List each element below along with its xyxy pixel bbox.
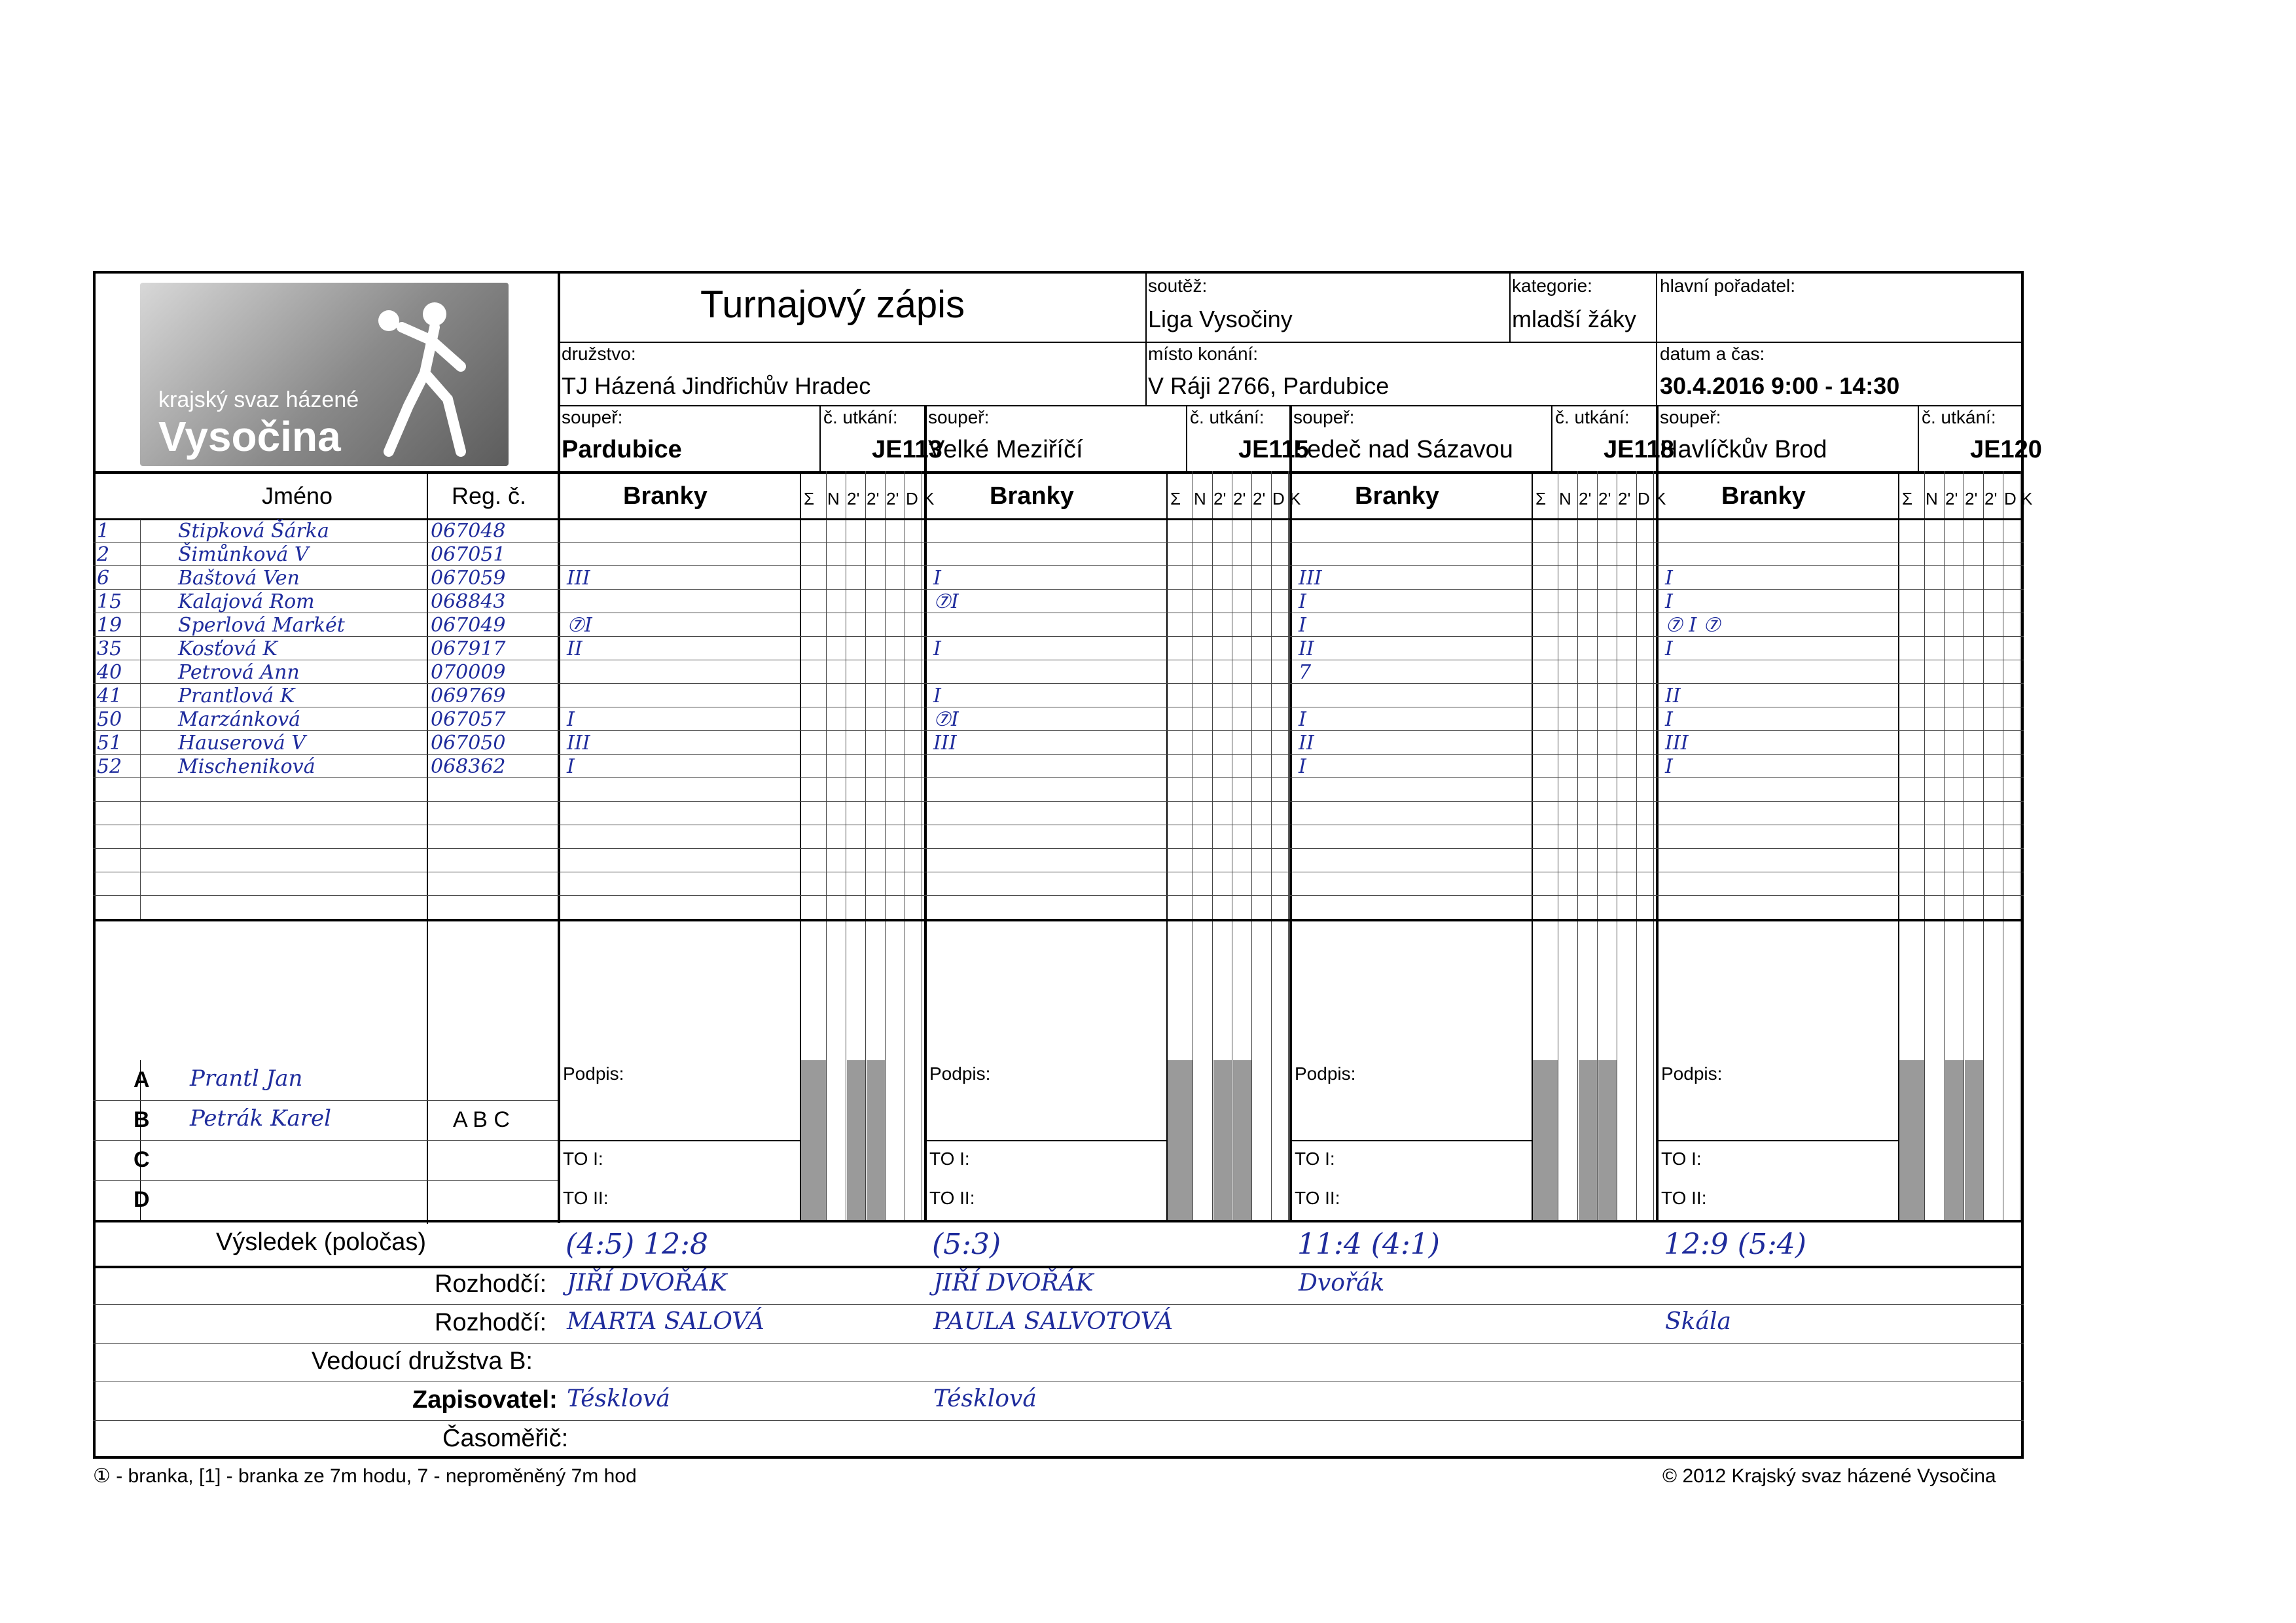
copyright-text: © 2012 Krajský svaz házené Vysočina (1662, 1465, 1996, 1487)
player-name: Baštová Ven (178, 567, 300, 590)
shaded-cell (847, 1060, 865, 1220)
match-1-souper-label: soupeř: (562, 407, 623, 427)
player-goals-match-4: II (1665, 685, 1681, 707)
signature-rozhodci2-match-2: PAULA SALVOTOVÁ (933, 1308, 1174, 1335)
match-4-souper: Havlíčkův Brod (1660, 436, 1827, 463)
match-4-to1-label: TO I: (1661, 1149, 1702, 1169)
match-3-col-branky: Branky (1355, 482, 1439, 510)
bottom-label-5: Časoměřič: (442, 1425, 569, 1452)
match-1-col-two1: 2' (847, 489, 860, 508)
player-number: 50 (97, 708, 122, 731)
match-3-col-n: N (1559, 489, 1571, 508)
player-reg: 067050 (431, 732, 506, 755)
player-number: 15 (97, 590, 122, 613)
signature-zapisovatel-match-1: Tésklová (567, 1385, 670, 1412)
match-1-to2-label: TO II: (563, 1188, 609, 1208)
match-4-souper-label: soupeř: (1660, 407, 1721, 427)
player-reg: 068362 (431, 755, 506, 778)
druzstvo-label: družstvo: (562, 344, 636, 364)
misto-label: místo konání: (1148, 344, 1259, 364)
match-1-souper: Pardubice (562, 436, 682, 463)
match-2-col-two1: 2' (1213, 489, 1227, 508)
player-row (93, 542, 2024, 565)
player-goals-match-3: 7 (1299, 661, 1312, 684)
match-1-col-k: K (923, 489, 935, 508)
match-2-to1-label: TO I: (929, 1149, 970, 1169)
player-number: 51 (97, 732, 122, 755)
match-3-col-two3: 2' (1618, 489, 1631, 508)
shaded-cell (801, 1060, 826, 1220)
match-4-utkani-label: č. utkání: (1922, 407, 1996, 427)
official-letter: D (134, 1187, 150, 1212)
match-1-col-two3: 2' (886, 489, 899, 508)
player-goals-match-3: I (1299, 708, 1306, 731)
match-4-col-two2: 2' (1965, 489, 1978, 508)
logo-line1: krajský svaz házené (158, 387, 359, 412)
player-reg: 067051 (431, 543, 506, 566)
signature-rozhodci2-match-4: Skála (1665, 1308, 1731, 1335)
match-3-to1-label: TO I: (1295, 1149, 1335, 1169)
form-title: Turnajový zápis (700, 283, 965, 326)
shaded-cell (1598, 1060, 1617, 1220)
player-row (93, 518, 2024, 542)
player-goals-match-1: I (567, 755, 575, 778)
logo-line2: Vysočina (158, 413, 341, 460)
druzstvo-value: TJ Házená Jindřichův Hradec (562, 372, 871, 399)
player-goals-match-4: I (1665, 590, 1673, 613)
player-goals-match-1: I (567, 708, 575, 731)
bottom-label-3: Vedoucí družstva B: (312, 1347, 533, 1375)
player-number: 40 (97, 661, 122, 684)
shaded-cell (1168, 1060, 1193, 1220)
player-number: 35 (97, 637, 122, 660)
player-goals-match-3: III (1299, 567, 1322, 590)
player-goals-match-4: I (1665, 637, 1673, 660)
match-3-col-two2: 2' (1598, 489, 1611, 508)
signature-rozhodci2-match-1: MARTA SALOVÁ (567, 1308, 764, 1335)
player-row (93, 589, 2024, 613)
player-goals-match-2: I (933, 685, 941, 707)
kategorie-value: mladší žáky (1512, 306, 1637, 332)
match-2-podpis-label: Podpis: (929, 1063, 991, 1084)
match-1-podpis-label: Podpis: (563, 1063, 624, 1084)
player-goals-match-4: I (1665, 708, 1673, 731)
player-number: 6 (97, 567, 110, 590)
player-reg: 070009 (431, 661, 506, 684)
player-number: 2 (97, 543, 110, 566)
player-goals-match-4: ⑦ I ⑦ (1665, 614, 1721, 637)
match-2-col-two3: 2' (1253, 489, 1266, 508)
official-name: Petrák Karel (190, 1105, 331, 1132)
player-reg: 069769 (431, 685, 506, 707)
player-row (93, 613, 2024, 636)
match-2-col-k: K (1289, 489, 1301, 508)
misto-value: V Ráji 2766, Pardubice (1148, 372, 1390, 399)
official-extra: A B C (453, 1107, 510, 1132)
col-jmeno: Jméno (262, 482, 333, 509)
player-goals-match-2: I (933, 637, 941, 660)
match-1-utkani: JE113 (872, 436, 942, 463)
player-row (93, 730, 2024, 754)
shaded-cell (1233, 1060, 1251, 1220)
official-letter: A (134, 1067, 150, 1092)
player-number: 41 (97, 685, 122, 707)
legend-text: ① - branka, [1] - branka ze 7m hodu, 7 - neproměněný 7m hod (93, 1465, 637, 1487)
match-4-col-n: N (1926, 489, 1938, 508)
soutez-label: soutěž: (1148, 276, 1208, 296)
player-goals-match-3: I (1299, 590, 1306, 613)
result-match-4: 12:9 (5:4) (1664, 1228, 1806, 1261)
match-3-col-k: K (1655, 489, 1666, 508)
player-row (93, 707, 2024, 730)
player-reg: 068843 (431, 590, 506, 613)
match-1-col-d: D (906, 489, 918, 508)
match-2-col-d: D (1272, 489, 1285, 508)
shaded-cell (1965, 1060, 1983, 1220)
player-goals-match-4: I (1665, 567, 1673, 590)
match-4-col-branky: Branky (1721, 482, 1806, 510)
match-4-col-k: K (2021, 489, 2033, 508)
poradatel-label: hlavní pořadatel: (1660, 276, 1796, 296)
match-4-utkani: JE120 (1970, 436, 2042, 463)
match-2-to2-label: TO II: (929, 1188, 975, 1208)
match-3-to2-label: TO II: (1295, 1188, 1340, 1208)
match-4-col-d: D (2004, 489, 2017, 508)
match-1-col-two2: 2' (867, 489, 880, 508)
results-label: Výsledek (poločas) (216, 1228, 427, 1256)
player-reg: 067048 (431, 520, 506, 543)
player-name: Sperlová Markét (178, 614, 345, 637)
player-goals-match-2: ⑦I (933, 590, 959, 613)
match-3-col-two1: 2' (1579, 489, 1592, 508)
match-3-podpis-label: Podpis: (1295, 1063, 1356, 1084)
player-name: Petrová Ann (178, 661, 300, 684)
official-name: Prantl Jan (190, 1065, 303, 1092)
signature-zapisovatel-match-2: Tésklová (933, 1385, 1037, 1412)
match-2-col-branky: Branky (990, 482, 1074, 510)
match-2-souper: Velké Meziříčí (928, 436, 1083, 463)
player-name: Stipková Šárka (178, 520, 329, 543)
match-3-souper: Ledeč nad Sázavou (1293, 436, 1513, 463)
player-number: 1 (97, 520, 110, 543)
player-goals-match-3: II (1299, 732, 1314, 755)
match-4-podpis-label: Podpis: (1661, 1063, 1723, 1084)
kategorie-label: kategorie: (1512, 276, 1592, 296)
shaded-cell (1213, 1060, 1232, 1220)
match-3-souper-label: soupeř: (1293, 407, 1355, 427)
datum-value: 30.4.2016 9:00 - 14:30 (1660, 372, 1900, 399)
player-name: Hauserová V (178, 732, 306, 755)
bottom-label-1: Rozhodčí: (435, 1270, 547, 1298)
shaded-cell (1579, 1060, 1597, 1220)
match-1-col-n: N (827, 489, 840, 508)
match-2-utkani-label: č. utkání: (1190, 407, 1265, 427)
result-match-1: (4:5) 12:8 (565, 1228, 708, 1261)
shaded-cell (1945, 1060, 1964, 1220)
signature-rozhodci1-match-3: Dvořák (1299, 1270, 1385, 1296)
datum-label: datum a čas: (1660, 344, 1765, 364)
soutez-value: Liga Vysočiny (1148, 306, 1293, 332)
shaded-cell (1899, 1060, 1924, 1220)
player-row (93, 636, 2024, 660)
match-2-col-n: N (1194, 489, 1206, 508)
match-3-utkani-label: č. utkání: (1555, 407, 1630, 427)
player-name: Mischeniková (178, 755, 315, 778)
signature-rozhodci1-match-1: JIŘÍ DVOŘÁK (567, 1270, 727, 1296)
match-4-col-two1: 2' (1945, 489, 1958, 508)
player-goals-match-3: I (1299, 755, 1306, 778)
col-reg: Reg. č. (452, 482, 527, 509)
match-1-utkani-label: č. utkání: (823, 407, 898, 427)
signature-rozhodci1-match-2: JIŘÍ DVOŘÁK (933, 1270, 1094, 1296)
match-4-col-sigma: Σ (1902, 489, 1913, 508)
match-3-utkani: JE118 (1604, 436, 1674, 463)
result-match-3: 11:4 (4:1) (1297, 1228, 1440, 1261)
player-goals-match-1: II (567, 637, 583, 660)
player-name: Prantlová K (178, 685, 295, 707)
match-2-souper-label: soupeř: (928, 407, 990, 427)
match-1-col-branky: Branky (623, 482, 708, 510)
player-goals-match-4: III (1665, 732, 1689, 755)
bottom-label-2: Rozhodčí: (435, 1309, 547, 1336)
player-goals-match-1: III (567, 567, 590, 590)
player-number: 19 (97, 614, 122, 637)
player-goals-match-1: ⑦I (567, 614, 592, 637)
player-goals-match-4: I (1665, 755, 1673, 778)
player-row (93, 683, 2024, 707)
match-3-col-d: D (1638, 489, 1650, 508)
player-goals-match-3: I (1299, 614, 1306, 637)
player-reg: 067917 (431, 637, 506, 660)
player-number: 52 (97, 755, 122, 778)
player-row (93, 754, 2024, 777)
match-1-col-sigma: Σ (804, 489, 815, 508)
match-4-to2-label: TO II: (1661, 1188, 1707, 1208)
player-goals-match-2: ⑦I (933, 708, 959, 731)
player-row (93, 660, 2024, 683)
result-match-2: (5:3) (932, 1228, 1001, 1261)
bottom-label-4: Zapisovatel: (412, 1386, 558, 1414)
shaded-cell (867, 1060, 885, 1220)
match-3-col-sigma: Σ (1535, 489, 1547, 508)
player-name: Marzánková (178, 708, 301, 731)
match-1-to1-label: TO I: (563, 1149, 603, 1169)
player-reg: 067059 (431, 567, 506, 590)
player-goals-match-1: III (567, 732, 590, 755)
match-4-col-two3: 2' (1984, 489, 1998, 508)
player-goals-match-2: III (933, 732, 957, 755)
player-goals-match-2: I (933, 567, 941, 590)
player-row (93, 565, 2024, 589)
player-reg: 067049 (431, 614, 506, 637)
player-reg: 067057 (431, 708, 506, 731)
match-2-utkani: JE115 (1238, 436, 1309, 463)
player-name: Šimůnková V (178, 543, 309, 566)
player-name: Kalajová Rom (178, 590, 315, 613)
match-2-col-two2: 2' (1233, 489, 1246, 508)
player-goals-match-3: II (1299, 637, 1314, 660)
official-letter: C (134, 1147, 150, 1172)
player-name: Kosťová K (178, 637, 278, 660)
official-letter: B (134, 1107, 150, 1132)
match-2-col-sigma: Σ (1170, 489, 1181, 508)
shaded-cell (1533, 1060, 1558, 1220)
